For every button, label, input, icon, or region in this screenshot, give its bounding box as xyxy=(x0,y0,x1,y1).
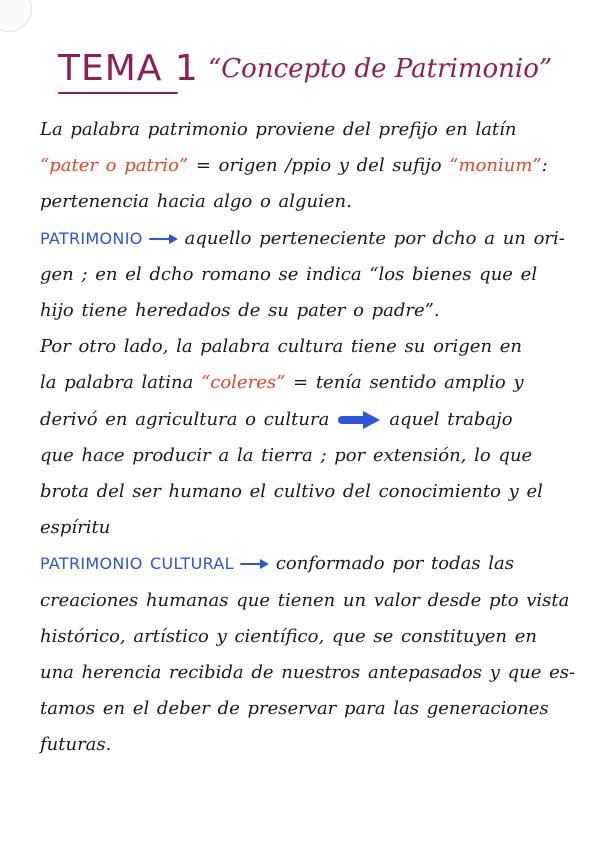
line-text: gen ; en el dcho romano se indica “los bienes que el xyxy=(40,263,538,285)
term-patrimonio-cultural: PATRIMONIO CULTURAL xyxy=(40,554,234,574)
text-line xyxy=(40,583,570,619)
line-text: conformado por todas las xyxy=(275,553,515,575)
line-text: La palabra patrimonio proviene del prefijo en latín xyxy=(40,119,517,140)
text-line xyxy=(40,365,570,401)
line-text: la palabra latina xyxy=(40,372,202,394)
line-text: aquel trabajo xyxy=(389,408,513,430)
line-text: aquello perteneciente por dcho a un ori- xyxy=(184,227,565,249)
line-text: = origen /ppio y del sufijo xyxy=(188,155,450,177)
latin-prefix: “pater o patrio” xyxy=(40,155,189,177)
text-line xyxy=(40,438,570,474)
text-line xyxy=(40,221,570,257)
line-text: Por otro lado, la palabra cultura tiene su origen en xyxy=(40,336,523,358)
text-line xyxy=(40,402,570,438)
line-text: derivó en agricultura o cultura xyxy=(40,408,330,430)
text-line xyxy=(40,474,570,510)
text-line xyxy=(40,727,570,763)
line-text: futuras. xyxy=(40,734,112,756)
text-line xyxy=(40,619,570,655)
line-text: histórico, artístico y científico, que se constituyen en xyxy=(40,625,537,647)
thick-arrow-right-icon xyxy=(337,411,381,429)
term-patrimonio: PATRIMONIO xyxy=(40,228,143,248)
line-text: tamos en el deber de preservar para las generaciones xyxy=(40,698,549,720)
title-underline xyxy=(58,92,178,94)
text-line xyxy=(40,293,570,329)
text-line xyxy=(40,148,570,184)
text-line xyxy=(40,546,570,582)
line-text: espíritu xyxy=(40,517,111,539)
line-text: : xyxy=(541,155,548,177)
text-line xyxy=(40,691,570,727)
line-text: brota del ser humano el cultivo del conocimiento y el xyxy=(40,481,543,503)
line-text: hijo tiene heredados de su pater o padre”. xyxy=(40,300,440,322)
text-line xyxy=(40,329,570,365)
latin-word: “coleres” xyxy=(201,372,286,394)
text-line xyxy=(40,510,570,546)
text-line xyxy=(40,112,570,148)
page-subtitle: “Concepto de Patrimonio” xyxy=(208,54,553,84)
line-text: que hace producir a la tierra ; por extensión, lo que xyxy=(40,444,533,466)
notes-body xyxy=(40,112,576,764)
line-text: = tenía sentido amplio y xyxy=(285,372,524,394)
line-text: creaciones humanas que tienen un valor desde pto vista xyxy=(40,589,570,611)
line-text: pertenencia hacia algo o alguien. xyxy=(40,191,352,213)
text-line xyxy=(40,184,570,220)
arrow-right-icon xyxy=(240,558,270,570)
text-line xyxy=(40,655,576,691)
text-line xyxy=(40,257,570,293)
arrow-right-icon xyxy=(149,233,179,245)
latin-suffix: “monium” xyxy=(449,155,542,177)
corner-button[interactable] xyxy=(0,0,32,32)
page-title: TEMA 1 xyxy=(58,48,199,89)
line-text: una herencia recibida de nuestros antepasados y que es- xyxy=(40,662,576,684)
